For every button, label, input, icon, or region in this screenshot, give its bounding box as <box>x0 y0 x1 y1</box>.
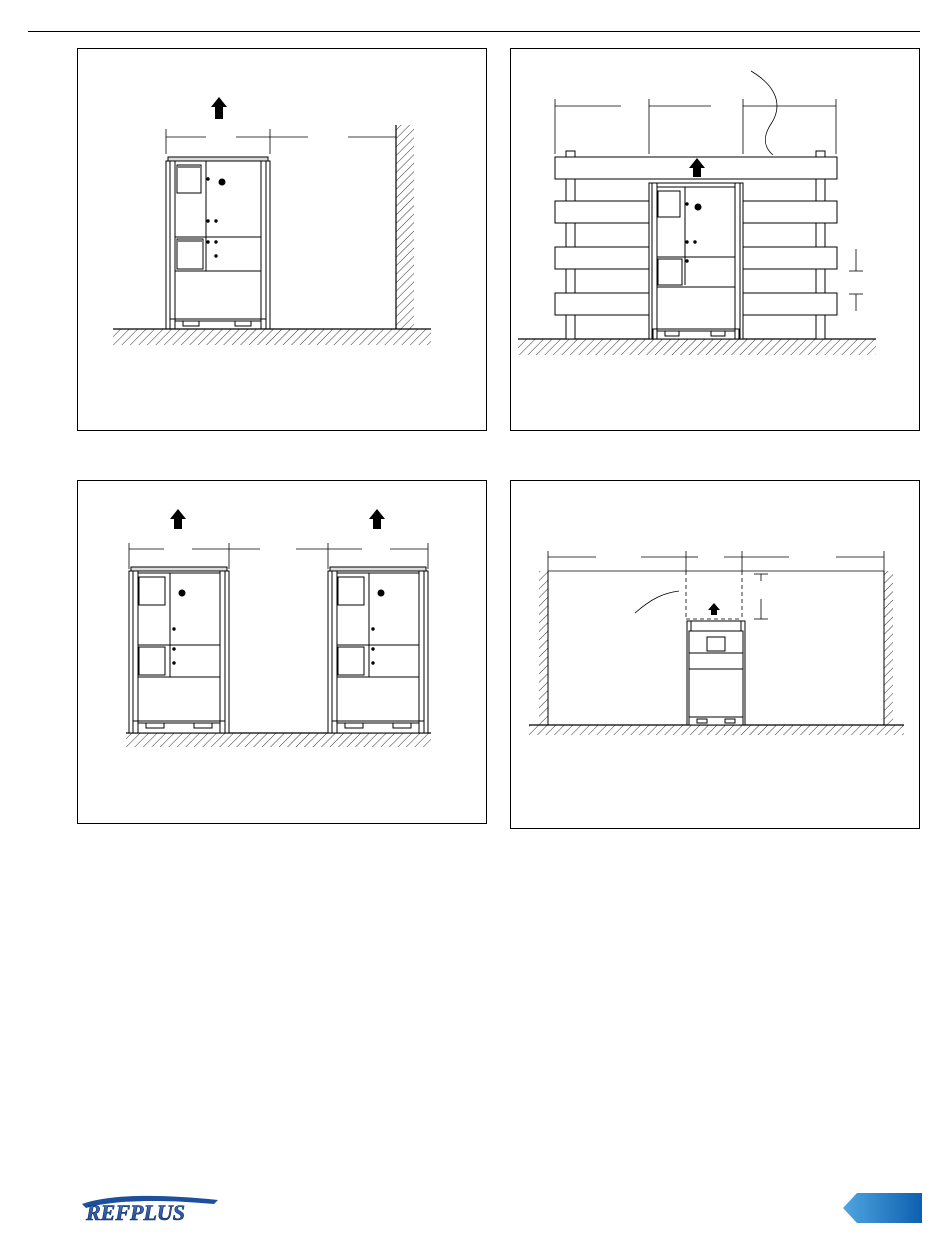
condensing-unit <box>649 183 743 339</box>
pit-wall-right <box>884 571 893 725</box>
refplus-logo <box>80 1190 220 1226</box>
svg-text:REFPLUS: REFPLUS <box>86 1200 186 1225</box>
unit-near-wall-drawing <box>78 49 488 432</box>
condensing-unit-right <box>328 567 428 733</box>
dimension-lines <box>129 543 428 569</box>
figure-unit-in-pit <box>510 480 920 829</box>
condensing-unit-side-view <box>687 621 745 725</box>
pit-wall-left <box>539 571 548 725</box>
condensing-unit-left <box>129 567 229 733</box>
unit-behind-fence-drawing <box>511 49 921 432</box>
airflow-arrow-icon <box>211 97 227 119</box>
ground-hatch <box>126 733 431 747</box>
ground-hatch <box>113 329 431 345</box>
unit-in-pit-drawing <box>511 481 921 830</box>
condensing-unit <box>166 157 270 329</box>
figure-two-units <box>77 480 487 824</box>
airflow-arrow-icon-left <box>170 509 186 529</box>
airflow-arrow-icon-right <box>369 509 385 529</box>
dimension-lines <box>166 129 396 154</box>
two-units-drawing <box>78 481 488 825</box>
figure-unit-behind-fence <box>510 48 920 431</box>
wall-hatch <box>396 125 414 329</box>
header-rule <box>28 31 920 32</box>
ground-hatch <box>518 339 876 355</box>
figure-unit-near-wall <box>77 48 487 431</box>
page-tab <box>843 1193 922 1223</box>
airflow-arrow-icon <box>708 603 720 615</box>
ground-hatch <box>529 725 904 735</box>
